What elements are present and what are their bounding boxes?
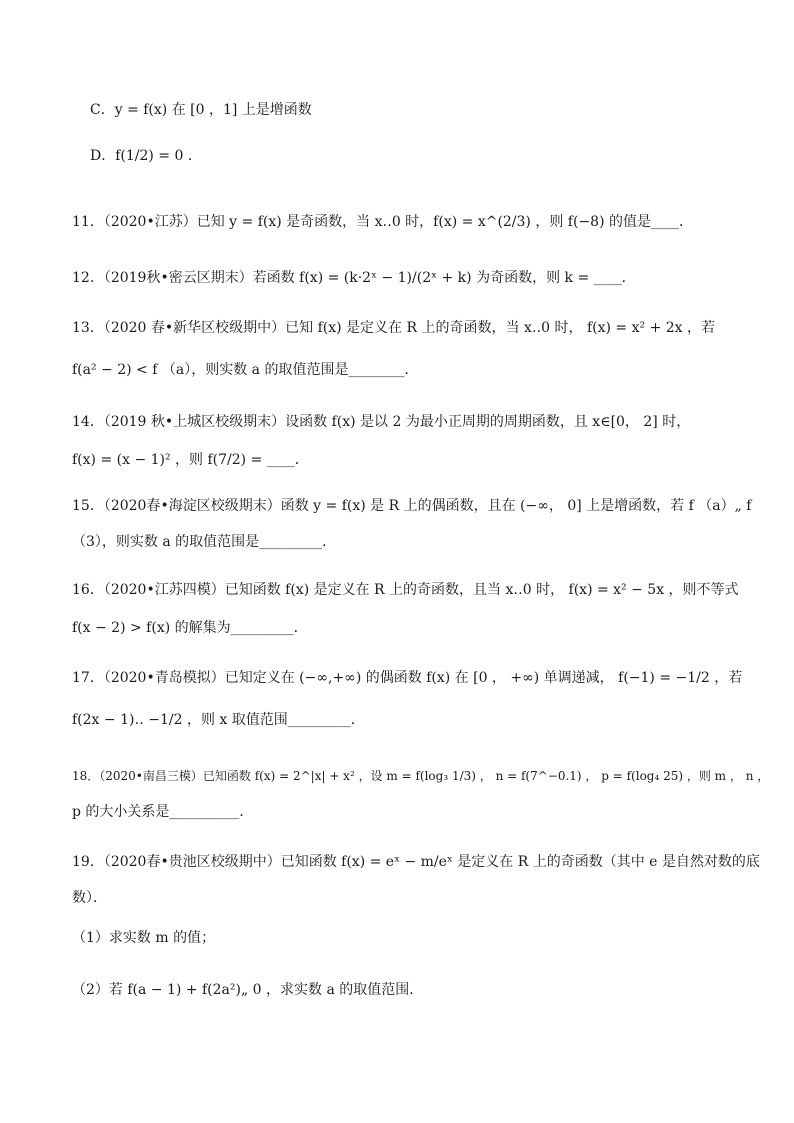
question-19-part-2 <box>0 978 794 1002</box>
question-17-text-1: 17．（2020•青岛模拟）已知定义在 (−∞,+∞) 的偶函数 f(x) 在 [0 ， +∞) 单调递减， f(−1) = −1/2 ，若 <box>72 670 743 686</box>
question-12 <box>0 266 794 290</box>
option-c-text: C．y = f(x) 在 [0 ，1] 上是增函数 <box>90 102 312 118</box>
question-19-text-1: 19．（2020春•贵池区校级期中）已知函数 f(x) = eˣ − m/eˣ 是定义在 R 上的奇函数（其中 e 是自然对数的底 <box>72 854 760 870</box>
question-16-line-2 <box>0 616 794 640</box>
question-14-text-2: f(x) = (x − 1)² ，则 f(7/2) = ____． <box>72 452 309 468</box>
question-18-line-1 <box>0 764 794 788</box>
question-13-text-1: 13．（2020 春•新华区校级期中）已知 f(x) 是定义在 R 上的奇函数，当 x‥0 时， f(x) = x² + 2x ，若 <box>72 320 716 336</box>
option-d <box>0 144 794 168</box>
question-16-line-1 <box>0 578 794 602</box>
question-13-line-2 <box>0 358 794 382</box>
question-15-line-2 <box>0 530 794 554</box>
question-16-text-2: f(x − 2) > f(x) 的解集为_________． <box>72 620 308 636</box>
question-13-line-1 <box>0 316 794 340</box>
question-17-text-2: f(2x − 1)‥ −1/2 ，则 x 取值范围_________． <box>72 712 365 728</box>
question-14-line-2 <box>0 448 794 472</box>
question-13-text-2: f(a² − 2) < f （a），则实数 a 的取值范围是________． <box>72 362 419 378</box>
question-19-text-2: 数）． <box>72 890 107 906</box>
question-18-text-2: p 的大小关系是__________． <box>72 804 254 820</box>
question-15-text-1: 15．（2020春•海淀区校级期末）函数 y = f(x) 是 R 上的偶函数，且在 (−∞， 0] 上是增函数，若 f （a）„ f <box>72 498 752 514</box>
question-12-text: 12．（2019秋•密云区期末）若函数 f(x) = (k·2ˣ − 1)/(2ˣ + k) 为奇函数，则 k = ____． <box>72 270 636 286</box>
question-19-line-1 <box>0 850 794 874</box>
question-19-part-2-text: （2）若 f(a − 1) + f(2a²)„ 0 ，求实数 a 的取值范围． <box>72 982 424 998</box>
question-14-line-1 <box>0 410 794 434</box>
question-16-text-1: 16．（2020•江苏四模）已知函数 f(x) 是定义在 R 上的奇函数，且当 x‥0 时， f(x) = x² − 5x ，则不等式 <box>72 582 739 598</box>
question-19-part-1 <box>0 926 794 950</box>
question-17-line-1 <box>0 666 794 690</box>
question-15-text-2: （3），则实数 a 的取值范围是_________． <box>72 534 337 550</box>
option-c <box>0 98 794 122</box>
question-14-text-1: 14．（2019 秋•上城区校级期末）设函数 f(x) 是以 2 为最小正周期的周期函数，且 x∈[0， 2] 时， <box>72 414 691 430</box>
option-d-text: D．f(1/2) = 0 ． <box>90 148 202 164</box>
question-15-line-1 <box>0 494 794 518</box>
question-18-line-2 <box>0 800 794 824</box>
question-11-text: 11．（2020•江苏）已知 y = f(x) 是奇函数，当 x‥0 时，f(x) = x^(2/3) ，则 f(−8) 的值是____． <box>72 214 693 230</box>
question-11 <box>0 210 794 234</box>
question-19-part-1-text: （1）求实数 m 的值； <box>72 930 216 946</box>
question-17-line-2 <box>0 708 794 732</box>
question-18-text-1: 18．（2020•南昌三模）已知函数 f(x) = 2^|x| + x² ，设 m = f(log₃ 1/3) ， n = f(7^−0.1) ， p = f(log₄ 25) ，则 m ， n ， <box>72 769 770 783</box>
question-19-line-2 <box>0 886 794 910</box>
